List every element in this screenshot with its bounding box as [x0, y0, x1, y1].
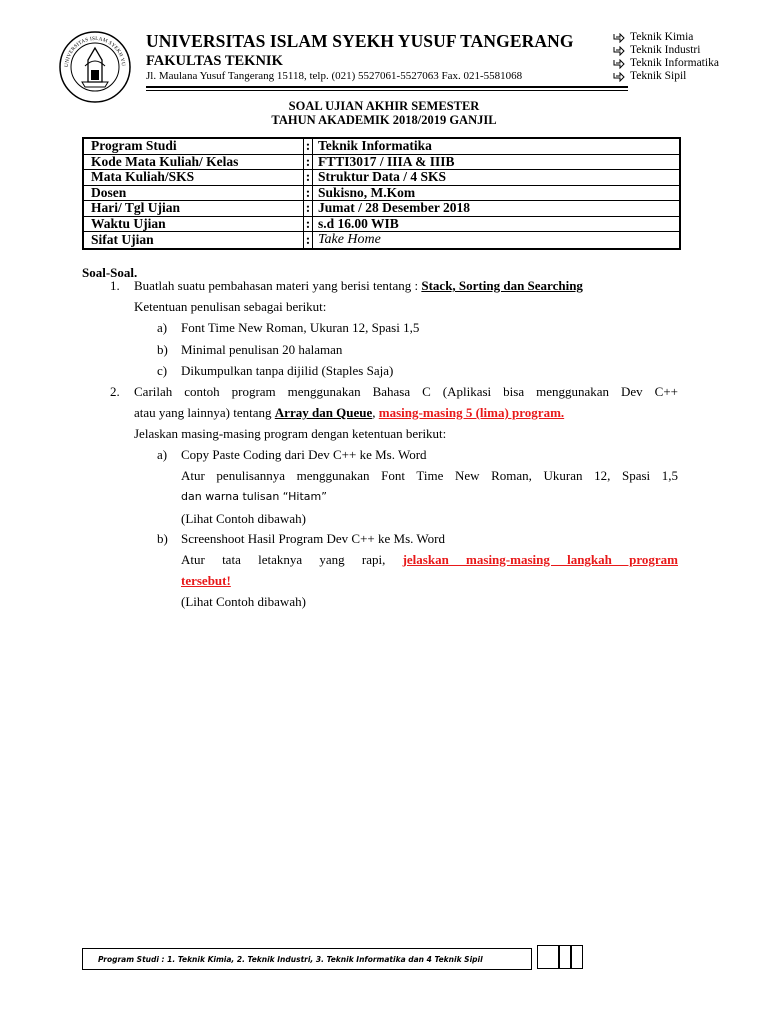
info-value: Teknik Informatika — [313, 138, 681, 154]
faculty-name: FAKULTAS TEKNIK — [146, 53, 283, 69]
info-colon: : — [304, 185, 313, 201]
list-marker: b) — [157, 342, 168, 357]
sub-item-b-line-3: (Lihat Contoh dibawah) — [181, 594, 306, 609]
list-marker: a) — [157, 447, 168, 462]
info-colon: : — [304, 216, 313, 232]
info-label: Hari/ Tgl Ujian — [83, 201, 304, 217]
info-label: Kode Mata Kuliah/ Kelas — [83, 154, 304, 170]
info-colon: : — [304, 201, 313, 217]
list-marker: a) — [157, 320, 168, 335]
list-marker: c) — [157, 363, 168, 378]
question-2-topic: Array dan Queue — [274, 405, 373, 420]
info-row-program — [83, 138, 680, 154]
question-number: 1. — [110, 278, 120, 293]
university-logo — [58, 30, 132, 104]
footer-mark-box — [571, 945, 583, 969]
sub-item-a-line-2: dan warna tulisan “Hitam” — [181, 490, 327, 503]
info-colon: : — [304, 232, 313, 249]
exam-info-table — [82, 137, 681, 250]
info-row-course-code — [83, 154, 680, 170]
checkbox-arrow-icon — [613, 33, 625, 43]
checkbox-arrow-icon — [613, 59, 625, 69]
address: Jl. Maulana Yusuf Tangerang 15118, telp. (021) 5527061-5527063 Fax. 021-5581068 — [146, 70, 523, 82]
sub-item-a-line-1: Atur penulisannya menggunakan Font Time New Roman, Ukuran 12, Spasi 1,5 — [181, 468, 678, 483]
department-item: Teknik Kimia — [613, 31, 719, 44]
question-2-line-3: Jelaskan masing-masing program dengan ketentuan berikut: — [134, 426, 447, 441]
list-item: Font Time New Roman, Ukuran 12, Spasi 1,5 — [181, 320, 420, 335]
sub-item-a-title: Copy Paste Coding dari Dev C++ ke Ms. Word — [181, 447, 427, 462]
exam-title: SOAL UJIAN AKHIR SEMESTER — [288, 99, 480, 113]
header-rule — [146, 86, 628, 88]
info-value: Take Home — [318, 232, 381, 247]
sub-item-b-emphasis: jelaskan masing-masing langkah program — [402, 552, 678, 567]
sub-item-b-line-1: Atur tata letaknya yang rapi, jelaskan masing-masing langkah program — [181, 552, 678, 567]
info-row-time — [83, 216, 680, 232]
info-label: Waktu Ujian — [83, 216, 304, 232]
info-value: Struktur Data / 4 SKS — [313, 170, 681, 186]
info-value: s.d 16.00 WIB — [313, 216, 681, 232]
info-value: Jumat / 28 Desember 2018 — [313, 201, 681, 217]
question-number: 2. — [110, 384, 120, 399]
academic-year-title: TAHUN AKADEMIK 2018/2019 GANJIL — [271, 113, 497, 127]
info-label: Mata Kuliah/SKS — [83, 170, 304, 186]
university-name: UNIVERSITAS ISLAM SYEKH YUSUF TANGERANG — [146, 31, 574, 51]
rules-intro: Ketentuan penulisan sebagai berikut: — [134, 299, 327, 314]
question-2-line-2: atau yang lainnya) tentang Array dan Queue, masing-masing 5 (lima) program. — [134, 405, 565, 420]
checkbox-arrow-icon — [613, 46, 625, 56]
question-1-text: Buatlah suatu pembahasan materi yang berisi tentang : Stack, Sorting dan Searching — [134, 278, 583, 293]
sub-item-b-emphasis-cont: tersebut! — [181, 573, 231, 588]
header-rule-thin — [146, 90, 628, 91]
info-value: FTTI3017 / IIIA & IIIB — [313, 154, 681, 170]
footer-text: Program Studi : 1. Teknik Kimia, 2. Teknik Industri, 3. Teknik Informatika dan 4 Teknik Sipil — [98, 955, 483, 964]
info-row-date — [83, 201, 680, 217]
info-row-course — [83, 170, 680, 186]
info-label: Sifat Ujian — [83, 232, 304, 249]
department-list — [613, 31, 719, 83]
svg-text:UNIVERSITAS ISLAM SYEKH YUSUF: UNIVERSITAS ISLAM SYEKH YU — [63, 35, 127, 68]
list-item: Minimal penulisan 20 halaman — [181, 342, 343, 357]
footer-mark-box — [559, 945, 571, 969]
department-item: Teknik Sipil — [613, 70, 719, 83]
info-label: Dosen — [83, 185, 304, 201]
info-row-lecturer — [83, 185, 680, 201]
info-colon: : — [304, 138, 313, 154]
info-label: Program Studi — [83, 138, 304, 154]
question-2-emphasis: masing-masing 5 (lima) program. — [378, 405, 565, 420]
list-marker: b) — [157, 531, 168, 546]
list-item: Dikumpulkan tanpa dijilid (Staples Saja) — [181, 363, 394, 378]
question-1-topic: Stack, Sorting dan Searching — [421, 278, 583, 293]
info-colon: : — [304, 170, 313, 186]
sub-item-b-title: Screenshoot Hasil Program Dev C++ ke Ms. Word — [181, 531, 445, 546]
department-item: Teknik Industri — [613, 44, 719, 57]
footer-mark-box — [537, 945, 559, 969]
info-row-nature — [83, 232, 680, 249]
section-heading: Soal-Soal. — [82, 265, 138, 280]
checkbox-arrow-icon — [613, 72, 625, 82]
info-value: Sukisno, M.Kom — [313, 185, 681, 201]
sub-item-a-line-3: (Lihat Contoh dibawah) — [181, 511, 306, 526]
department-item: Teknik Informatika — [613, 57, 719, 70]
question-2-line-1: Carilah contoh program menggunakan Bahasa C (Aplikasi bisa menggunakan Dev C++ — [134, 384, 678, 399]
info-colon: : — [304, 154, 313, 170]
